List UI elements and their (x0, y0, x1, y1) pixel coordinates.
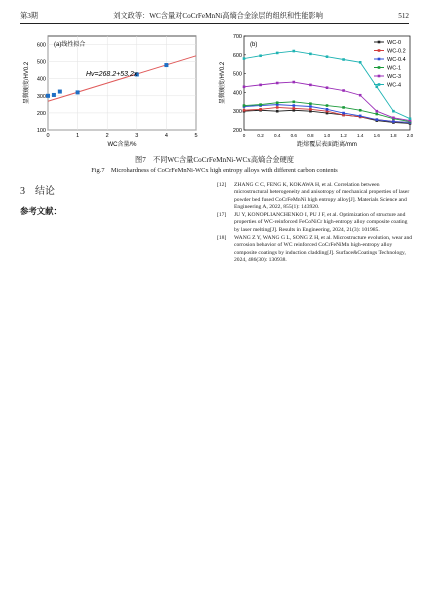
y-tick-label: 700 (232, 34, 242, 40)
reference-item (217, 235, 413, 264)
x-axis-label: 距熔覆层表面距离/mm (297, 142, 357, 148)
y-tick-label: 400 (232, 90, 242, 97)
section-heading-conclusion: 3 结论 (20, 186, 55, 197)
data-point (52, 93, 56, 97)
y-tick-label: 500 (232, 71, 242, 78)
x-tick-label: 1.0 (323, 133, 331, 138)
panel-label: (b) (250, 42, 258, 48)
legend-label: WC-0.4 (387, 57, 406, 63)
series-point (243, 109, 246, 112)
reference-text: WANG Z Y, WANG G L, SONG Z H, et al. Microstructure evolution, wear and corrosion behavior of WC reinforced CoCrFeNiMn high-entropy alloy composite coatings by induction cladding[J]. Surface&Coatings Technology, 2024, 486(30): 130938. (234, 235, 413, 263)
legend-marker (378, 83, 381, 86)
series-point (326, 108, 329, 111)
legend-marker (378, 66, 381, 69)
series-point (243, 104, 246, 107)
series-point (376, 118, 379, 121)
legend-label: WC-0.2 (387, 48, 406, 55)
left-column (20, 182, 210, 220)
x-tick-label: 1 (76, 133, 80, 139)
running-header (20, 9, 409, 24)
series-point (342, 58, 345, 61)
series-point (342, 89, 345, 92)
reference-text: ZHANG C C, FENG K, KOKAWA H, et al. Correlation between microstructural heterogeneity and anisotropy of mechanical properties of laser powder bed fused CoCrFeMnNi high entropy alloy[J]. Materials Science and Engineering A, 2022, 855(1): 143920. (234, 182, 410, 210)
references-heading: 参考文献： (20, 207, 62, 216)
panel-label: (a)线性拟合 (54, 42, 86, 48)
series-point (293, 50, 296, 53)
x-tick-label: 0.6 (290, 133, 297, 138)
running-title: 刘文政等：WC含量对CoCrFeMnNi高熵合金涂层的组织和性能影响 (113, 12, 323, 20)
reference-number: [18] (217, 235, 227, 242)
y-axis-label: 显微硬度/HV0.2 (24, 61, 30, 105)
hardness-profile-chart (218, 30, 414, 150)
series-point (326, 104, 329, 107)
series-point (276, 82, 279, 85)
x-tick-label: 3 (135, 133, 139, 139)
series-point (309, 53, 312, 56)
series-point (293, 104, 296, 107)
x-tick-label: 1.8 (390, 133, 397, 138)
fit-equation: Hv=268.2+53.2x (86, 71, 138, 78)
data-point (76, 90, 80, 94)
series-point (259, 103, 262, 106)
legend-marker (378, 41, 381, 44)
series-point (309, 108, 312, 111)
y-tick-label: 300 (36, 93, 46, 100)
data-point (46, 94, 50, 98)
series-point (342, 112, 345, 115)
caption-en: Fig.7 Microhardness of CoCrFeMnNi-WCx high entropy alloys with different carbon contents (91, 167, 338, 174)
y-tick-label: 100 (36, 128, 46, 134)
series-point (293, 101, 296, 104)
y-tick-label: 300 (232, 109, 242, 116)
reference-text: JU Y, KONOPLIANCHENKO I, PU J F, et al. Optimization of structure and properties of WC-reinforced FeCoNiCr high-entropy alloy composite coating by laser melting[J]. Results in Engineering, 2024, 21(3): 101985. (234, 212, 408, 233)
legend-label: WC-3 (387, 74, 402, 80)
series-point (259, 84, 262, 87)
series-point (376, 113, 379, 116)
reference-number: [12] (217, 182, 227, 188)
series-point (376, 110, 379, 113)
series-point (359, 94, 362, 97)
series-point (293, 81, 296, 84)
plot-frame (48, 36, 196, 130)
reference-number: [17] (217, 212, 227, 219)
hardness-fit-chart (22, 30, 202, 150)
figure-caption (20, 155, 409, 174)
series-point (309, 84, 312, 87)
x-axis-label: WC含量/% (107, 142, 137, 148)
series-point (243, 57, 246, 60)
series-point (409, 117, 412, 120)
series-point (276, 52, 279, 55)
legend-marker (378, 58, 381, 61)
x-tick-label: 4 (164, 133, 168, 139)
caption-cn: 图7 不同WC含量CoCrFeMnNi-WCx高熵合金硬度 (135, 156, 294, 164)
series-point (326, 55, 329, 58)
legend-marker (378, 49, 381, 52)
legend-marker (378, 75, 381, 78)
series-point (293, 107, 296, 110)
issue-number: 第3期 (20, 12, 38, 20)
plot-frame (244, 36, 410, 130)
figure-7 (22, 30, 414, 150)
x-tick-label: 1.6 (373, 133, 380, 138)
y-tick-label: 600 (36, 42, 46, 49)
series-point (359, 61, 362, 64)
x-tick-label: 0.2 (257, 133, 264, 138)
right-column (217, 182, 413, 265)
series-point (243, 85, 246, 88)
series-point (326, 86, 329, 89)
x-tick-label: 0 (242, 133, 246, 138)
series-point (392, 120, 395, 123)
x-tick-label: 1.4 (357, 133, 364, 138)
x-tick-label: 2 (105, 133, 109, 139)
y-tick-label: 200 (36, 110, 46, 117)
data-point (58, 90, 62, 94)
y-tick-label: 200 (232, 128, 242, 134)
series-point (392, 116, 395, 119)
series-point (359, 109, 362, 112)
series-point (309, 105, 312, 108)
legend-label: WC-4 (387, 82, 402, 89)
series-point (342, 106, 345, 109)
x-tick-label: 1.2 (340, 133, 347, 138)
y-tick-label: 500 (36, 59, 46, 66)
series-point (259, 54, 262, 57)
series-point (276, 101, 279, 104)
x-tick-label: 2.0 (406, 133, 414, 138)
series-point (359, 115, 362, 118)
y-tick-label: 600 (232, 52, 242, 59)
data-point (164, 63, 168, 67)
series-point (276, 106, 279, 109)
page-number: 512 (398, 12, 409, 20)
series-point (392, 110, 395, 113)
y-tick-label: 400 (36, 76, 46, 83)
legend-label: WC-0 (387, 40, 402, 46)
legend-label: WC-1 (387, 65, 402, 72)
x-tick-label: 0.8 (307, 133, 314, 138)
y-axis-label: 显微硬度/HV0.2 (220, 61, 226, 105)
x-tick-label: 0.4 (274, 133, 281, 138)
series-point (376, 85, 379, 88)
reference-list-right (217, 182, 413, 264)
reference-item (217, 212, 413, 234)
series-point (276, 110, 279, 113)
x-tick-label: 5 (194, 133, 198, 139)
x-tick-label: 0 (46, 133, 50, 139)
series-point (259, 108, 262, 111)
series-point (309, 102, 312, 105)
reference-item (217, 182, 413, 211)
